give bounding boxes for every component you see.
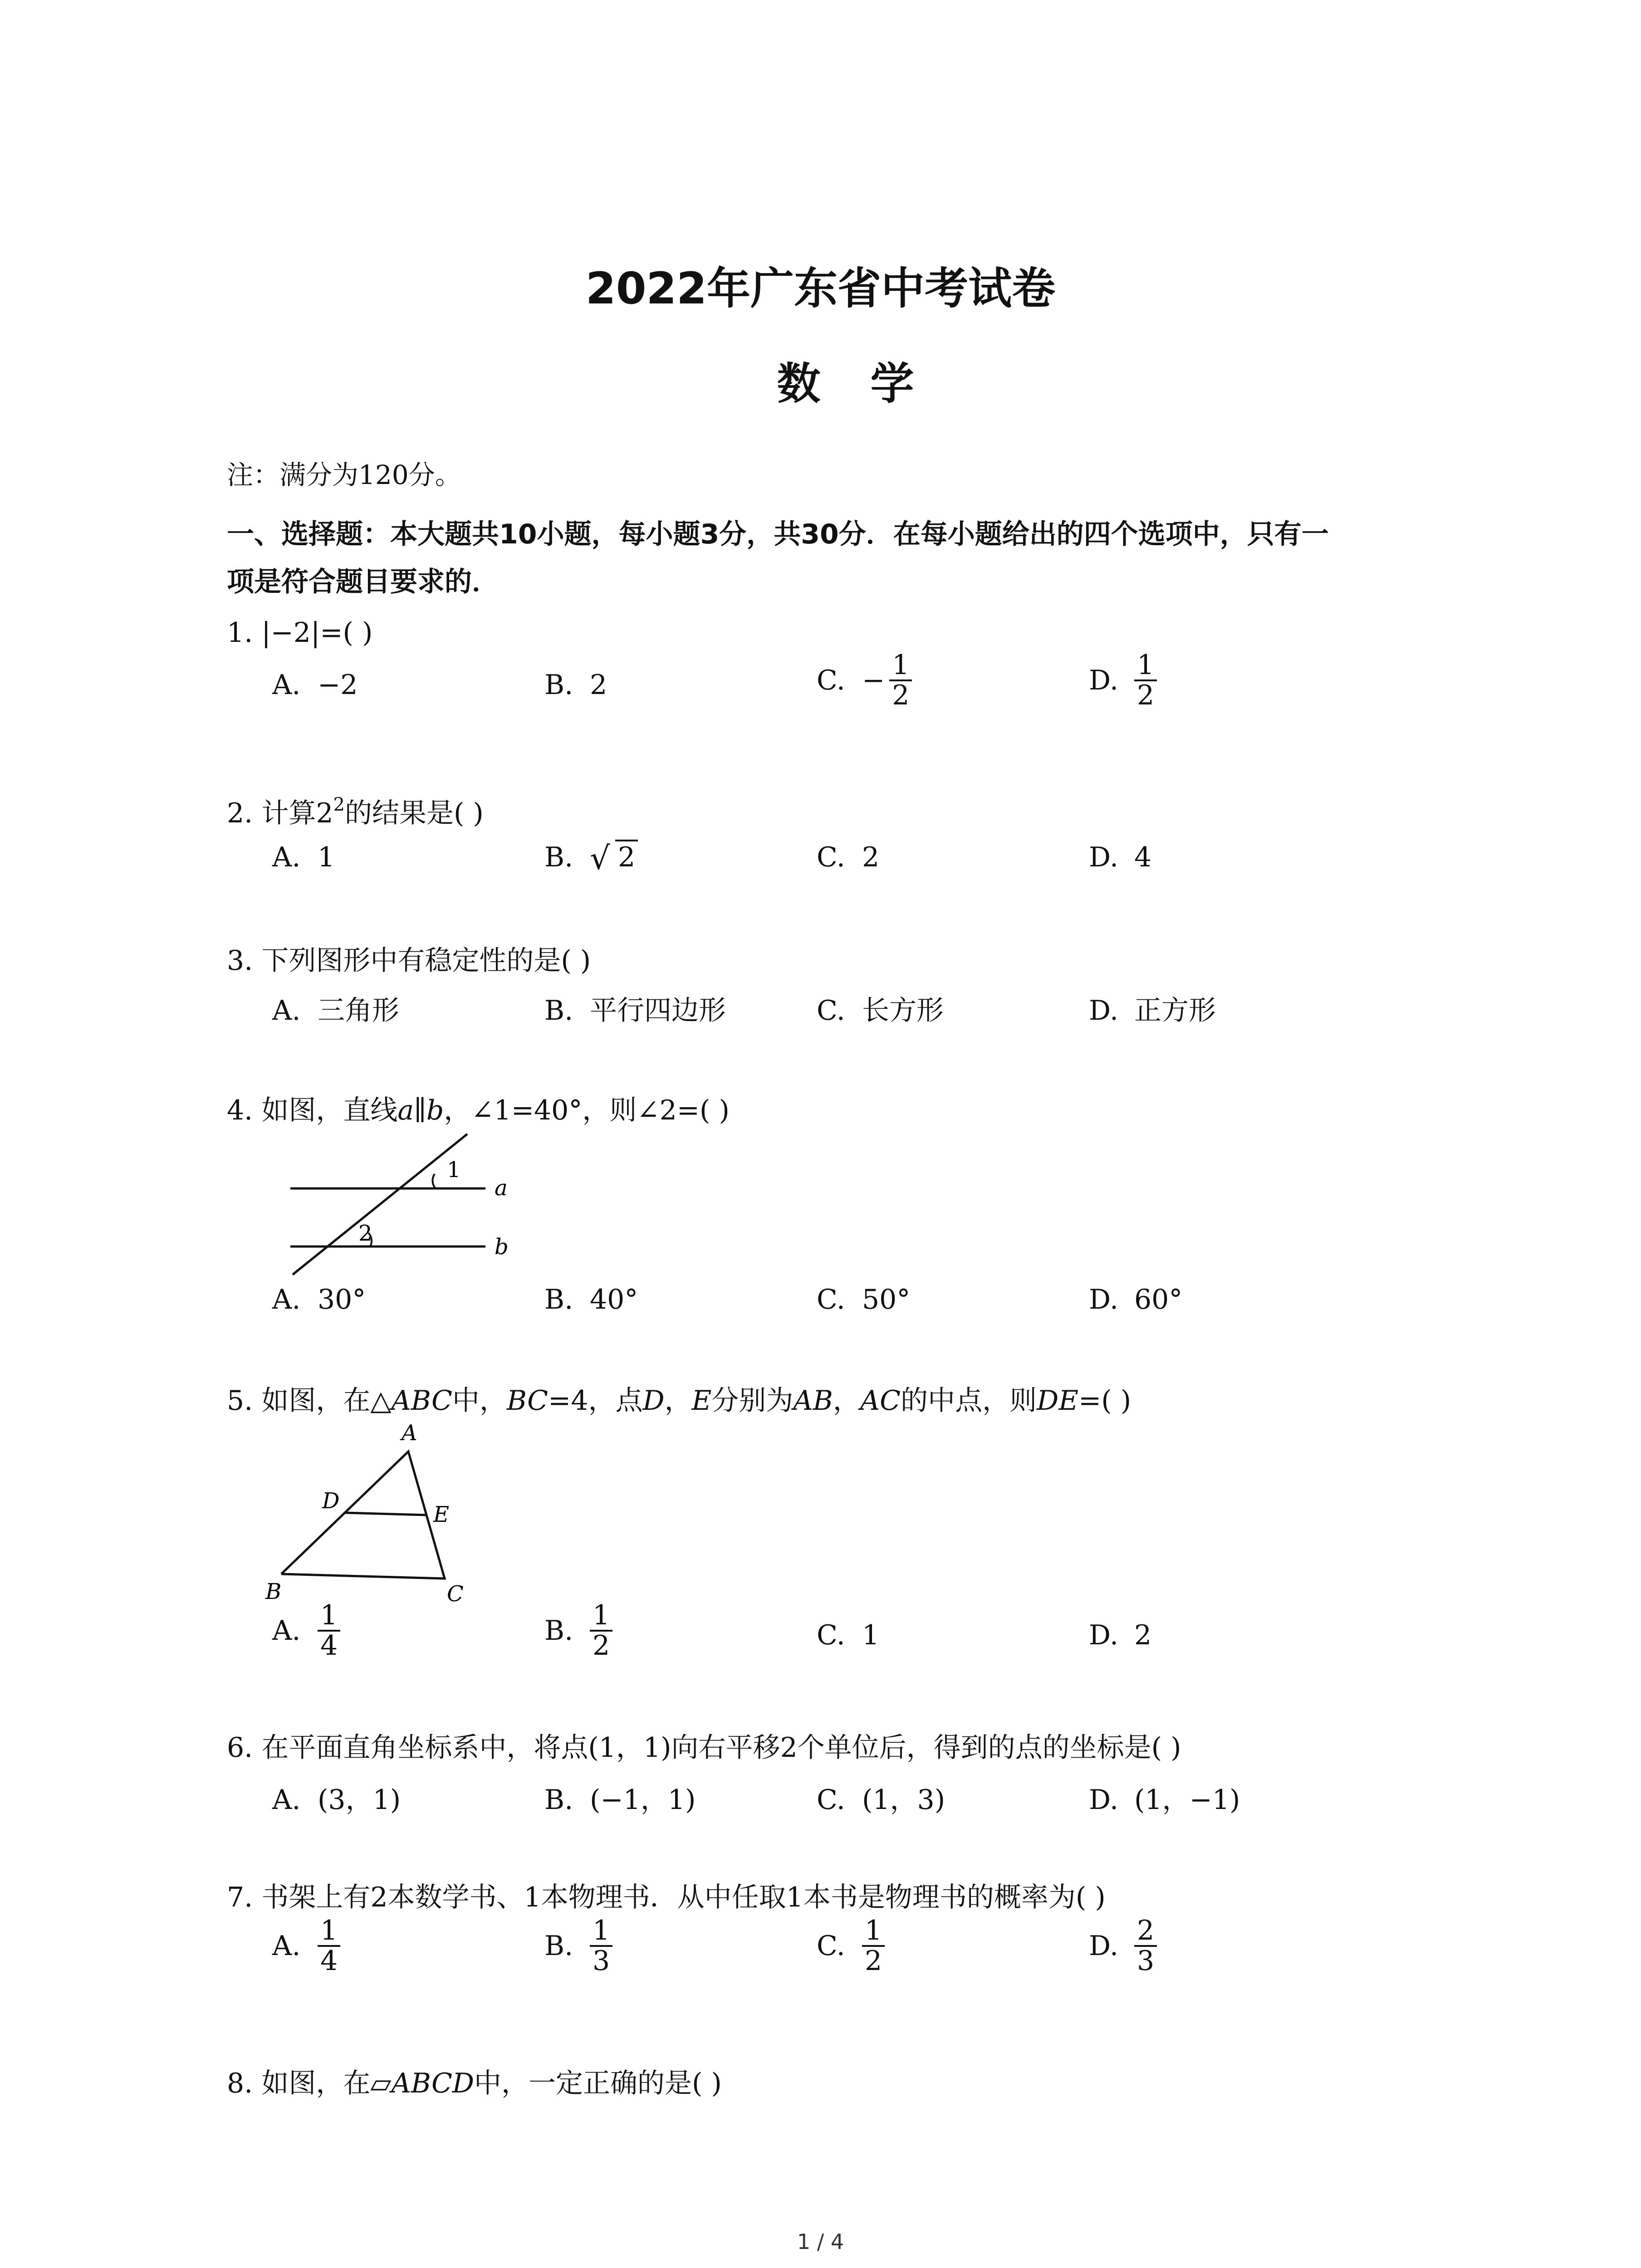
angle-1-label: 1 [447,1157,461,1183]
option-label: C. [817,1930,845,1962]
fraction-denominator: 3 [1137,1945,1155,1977]
q7-option-b [544,1916,612,1975]
fraction-denominator: 2 [865,1945,882,1977]
point-c-label: C [447,1581,464,1606]
q7-option-a-fraction [318,1916,340,1975]
q4-stem-pre: 4. 如图，直线 [227,1095,398,1126]
q1-option-a [272,669,358,701]
q4-stem-post: ，∠1=40°，则∠2=( ) [444,1095,730,1126]
q7-option-d-fraction [1134,1916,1157,1975]
sqrt-icon: √ [590,840,610,877]
option-label: D. [1089,841,1119,873]
q5-option-d-value: 2 [1134,1619,1152,1651]
score-note: 注：满分为120分。 [227,459,461,490]
q5-option-d [1089,1619,1151,1651]
parallel-symbol: ∥ [414,1095,426,1126]
q2-stem-pre: 2. 计算2 [227,797,333,829]
fraction-numerator: 1 [590,1916,612,1947]
q3-option-c [817,989,944,1028]
q5-figure [254,1415,490,1606]
option-label: B. [544,1615,573,1647]
fraction-numerator: 1 [889,651,912,681]
q4-option-a [272,1284,366,1315]
q1-option-d-fraction [1134,651,1157,710]
q7-option-d [1089,1916,1157,1975]
q8-stem-post: 中，一定正确的是( ) [474,2068,722,2099]
q5-option-c [817,1619,879,1651]
q1-option-b [544,669,607,701]
q1-option-c-sign: − [862,665,885,696]
q5-de: DE [1037,1385,1078,1417]
q1-option-c [817,651,912,710]
fraction-denominator: 4 [320,1945,338,1977]
line-a-label: a [495,1175,508,1201]
fraction-numerator: 1 [318,1916,340,1947]
option-label: A. [272,669,301,701]
q5-text: 的中点，则 [901,1385,1037,1417]
q4-option-a-value: 30° [318,1284,366,1315]
q5-option-a [272,1601,340,1660]
option-label: A. [272,841,301,873]
q5-text: 中， [452,1385,507,1417]
line-b-label: b [495,1234,509,1260]
option-label: C. [817,1784,845,1816]
q5-text: ， [833,1385,860,1417]
option-label: B. [544,841,573,873]
q2-option-a [272,841,335,873]
q7-option-a [272,1916,340,1975]
q3-option-b-value: 平行四边形 [590,995,726,1026]
q4-option-d-value: 60° [1134,1284,1183,1315]
q5-point-d: D [642,1385,665,1417]
q6-option-d [1089,1778,1240,1817]
point-e-label: E [433,1502,450,1527]
q2-sqrt [590,840,638,877]
q6-option-c [817,1778,945,1817]
question-8-stem [227,2062,722,2101]
q5-triangle: ABC [391,1385,452,1417]
q2-option-a-value: 1 [318,841,335,873]
q5-ab: AB [793,1385,833,1417]
option-label: C. [817,841,845,873]
fraction-numerator: 2 [1134,1916,1157,1947]
question-2-stem [227,792,484,831]
option-label: A. [272,1930,301,1962]
q5-option-b-fraction [590,1601,612,1660]
fraction-numerator: 1 [590,1601,612,1632]
option-label: A. [272,1615,301,1647]
segment-de [345,1513,426,1515]
point-a-label: A [402,1420,417,1446]
q4-option-b [544,1284,638,1315]
option-label: B. [544,1784,573,1816]
q6-option-c-value: (1，3) [862,1784,945,1816]
option-label: C. [817,1619,845,1651]
q2-option-b [544,840,638,877]
transversal-line [293,1134,467,1275]
section-header-line2: 项是符合题目要求的． [227,566,499,598]
q7-option-c [817,1916,885,1975]
option-label: D. [1089,995,1119,1026]
option-label: C. [817,665,845,696]
q3-option-c-value: 长方形 [862,995,944,1026]
q6-option-a [272,1778,401,1817]
question-3-stem: 3. 下列图形中有稳定性的是( ) [227,945,591,977]
q3-option-d-value: 正方形 [1134,995,1216,1026]
fraction-denominator: 2 [892,679,910,711]
point-d-label: D [322,1488,340,1514]
q2-option-d-value: 4 [1134,841,1152,873]
option-label: B. [544,669,573,701]
q3-option-a-value: 三角形 [318,995,399,1026]
q5-ac: AC [860,1385,901,1417]
fraction-denominator: 3 [593,1945,610,1977]
section-header-line1: 一、选择题：本大题共10小题，每小题3分，共30分．在每小题给出的四个选项中，只有一 [227,518,1329,550]
q1-option-b-value: 2 [590,669,607,701]
q5-text: ， [664,1385,692,1417]
q3-option-a [272,989,399,1028]
question-1-stem: 1. |−2|=( ) [227,617,373,649]
q6-option-d-value: (1，−1) [1134,1784,1240,1816]
subject-title: 数学 [777,358,964,409]
option-label: D. [1089,1784,1119,1816]
angle-1-arc [432,1174,436,1188]
q4-option-c [817,1284,910,1315]
question-7-stem: 7. 书架上有2本数学书、1本物理书．从中任取1本书是物理书的概率为( ) [227,1882,1106,1913]
option-label: A. [272,1284,301,1315]
q1-option-c-fraction [889,651,912,710]
q4-var-b: b [426,1095,444,1126]
q6-option-b [544,1778,696,1817]
q6-option-a-value: (3，1) [318,1784,401,1816]
q3-option-b [544,989,726,1028]
q2-option-c-value: 2 [862,841,880,873]
q5-text: =( ) [1078,1385,1132,1417]
q5-option-c-value: 1 [862,1619,880,1651]
q4-var-a: a [397,1095,414,1126]
option-label: B. [544,1930,573,1962]
q8-abcd: ABCD [391,2068,475,2099]
option-label: D. [1089,1284,1119,1315]
angle-2-label: 2 [358,1221,372,1246]
option-label: B. [544,1284,573,1315]
q6-option-b-value: (−1，1) [590,1784,696,1816]
fraction-numerator: 1 [1134,651,1157,681]
q2-option-d [1089,841,1151,873]
option-label: D. [1089,1619,1119,1651]
q1-option-d [1089,651,1157,710]
option-label: A. [272,1784,301,1816]
q5-stem-pre: 5. 如图，在△ [227,1385,392,1417]
q1-option-a-value: −2 [318,669,358,701]
q5-bc: BC [506,1385,549,1417]
q2-exponent: 2 [333,794,345,815]
point-b-label: B [265,1579,282,1604]
q5-text: 分别为 [711,1385,794,1417]
question-5-stem [227,1379,1131,1418]
q4-option-d [1089,1284,1182,1315]
question-4-stem [227,1089,730,1128]
q7-option-b-fraction [590,1916,612,1975]
q5-option-b [544,1601,612,1660]
q3-option-d [1089,989,1216,1028]
question-6-stem: 6. 在平面直角坐标系中，将点(1，1)向右平移2个单位后，得到的点的坐标是( ) [227,1732,1181,1764]
fraction-denominator: 4 [320,1630,338,1662]
radicand: 2 [615,840,638,873]
q4-option-c-value: 50° [862,1284,911,1315]
page-title: 2022年广东省中考试卷 [585,263,1056,314]
fraction-numerator: 1 [862,1916,885,1947]
option-label: C. [817,995,845,1026]
fraction-numerator: 1 [318,1601,340,1632]
fraction-denominator: 2 [593,1630,610,1662]
q5-text: =4，点 [548,1385,643,1417]
q2-stem-post: 的结果是( ) [344,797,484,829]
q4-option-b-value: 40° [590,1284,638,1315]
option-label: D. [1089,1930,1119,1962]
q4-figure [254,1125,535,1288]
option-label: C. [817,1284,845,1315]
option-label: D. [1089,665,1119,696]
q5-option-a-fraction [318,1601,340,1660]
fraction-denominator: 2 [1137,679,1155,711]
option-label: B. [544,995,573,1026]
option-label: A. [272,995,301,1026]
q2-option-c [817,841,879,873]
page-number: 1 / 4 [797,2229,844,2254]
q7-option-c-fraction [862,1916,885,1975]
q8-stem-pre: 8. 如图，在▱ [227,2068,392,2099]
q5-point-e: E [691,1385,712,1417]
